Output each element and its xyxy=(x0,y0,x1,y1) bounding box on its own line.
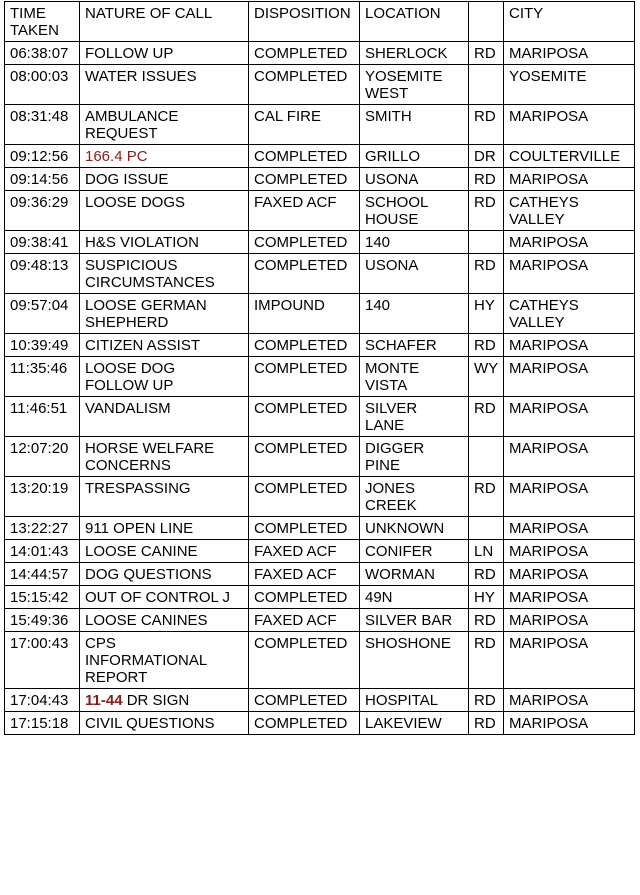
nature-cell: 911 OPEN LINE xyxy=(80,517,249,540)
location-cell: SHOSHONE xyxy=(360,632,469,689)
suffix-cell: RD xyxy=(469,689,504,712)
location-cell: SCHOOL HOUSE xyxy=(360,191,469,231)
disposition-cell: COMPLETED xyxy=(249,712,360,735)
disposition-cell: IMPOUND xyxy=(249,294,360,334)
nature-cell: LOOSE CANINES xyxy=(80,609,249,632)
header-row xyxy=(5,2,635,42)
time-cell: 12:07:20 xyxy=(5,437,80,477)
table-row xyxy=(5,586,635,609)
table-row xyxy=(5,42,635,65)
location-cell: SILVER BAR xyxy=(360,609,469,632)
city-cell: MARIPOSA xyxy=(504,397,635,437)
nature-cell: 166.4 PC xyxy=(80,145,249,168)
location-cell: SHERLOCK xyxy=(360,42,469,65)
table-row xyxy=(5,632,635,689)
city-cell: MARIPOSA xyxy=(504,437,635,477)
nature-cell: CIVIL QUESTIONS xyxy=(80,712,249,735)
time-cell: 17:15:18 xyxy=(5,712,80,735)
suffix-cell: RD xyxy=(469,477,504,517)
disposition-cell: COMPLETED xyxy=(249,477,360,517)
time-cell: 09:38:41 xyxy=(5,231,80,254)
disposition-cell: COMPLETED xyxy=(249,168,360,191)
suffix-cell: DR xyxy=(469,145,504,168)
nature-cell: LOOSE DOGS xyxy=(80,191,249,231)
location-cell: 140 xyxy=(360,231,469,254)
time-cell: 06:38:07 xyxy=(5,42,80,65)
header-disposition: DISPOSITION xyxy=(249,2,360,42)
header-city: CITY xyxy=(504,2,635,42)
city-cell: COULTERVILLE xyxy=(504,145,635,168)
time-cell: 13:20:19 xyxy=(5,477,80,517)
location-cell: UNKNOWN xyxy=(360,517,469,540)
header-location: LOCATION xyxy=(360,2,469,42)
suffix-cell: RD xyxy=(469,632,504,689)
suffix-cell: RD xyxy=(469,254,504,294)
location-cell: HOSPITAL xyxy=(360,689,469,712)
nature-cell: CPS INFORMATIONAL REPORT xyxy=(80,632,249,689)
time-cell: 09:57:04 xyxy=(5,294,80,334)
city-cell: CATHEYS VALLEY xyxy=(504,294,635,334)
location-cell: DIGGER PINE xyxy=(360,437,469,477)
suffix-cell xyxy=(469,231,504,254)
nature-cell: DOG QUESTIONS xyxy=(80,563,249,586)
nature-cell: LOOSE CANINE xyxy=(80,540,249,563)
suffix-cell: HY xyxy=(469,294,504,334)
nature-cell: H&S VIOLATION xyxy=(80,231,249,254)
city-cell: MARIPOSA xyxy=(504,517,635,540)
nature-cell: DOG ISSUE xyxy=(80,168,249,191)
city-cell: MARIPOSA xyxy=(504,689,635,712)
time-cell: 09:48:13 xyxy=(5,254,80,294)
time-cell: 10:39:49 xyxy=(5,334,80,357)
table-row xyxy=(5,609,635,632)
time-cell: 11:46:51 xyxy=(5,397,80,437)
disposition-cell: COMPLETED xyxy=(249,231,360,254)
nature-cell: WATER ISSUES xyxy=(80,65,249,105)
location-cell: GRILLO xyxy=(360,145,469,168)
disposition-cell: COMPLETED xyxy=(249,586,360,609)
disposition-cell: COMPLETED xyxy=(249,517,360,540)
suffix-cell: HY xyxy=(469,586,504,609)
disposition-cell: COMPLETED xyxy=(249,254,360,294)
nature-cell: LOOSE DOG FOLLOW UP xyxy=(80,357,249,397)
table-row xyxy=(5,191,635,231)
location-cell: SMITH xyxy=(360,105,469,145)
time-cell: 11:35:46 xyxy=(5,357,80,397)
location-cell: 49N xyxy=(360,586,469,609)
city-cell: MARIPOSA xyxy=(504,586,635,609)
call-log-table xyxy=(4,1,635,735)
nature-code: 11-44 xyxy=(85,692,123,709)
table-row xyxy=(5,563,635,586)
city-cell: MARIPOSA xyxy=(504,477,635,517)
disposition-cell: COMPLETED xyxy=(249,689,360,712)
location-cell: YOSEMITE WEST xyxy=(360,65,469,105)
disposition-cell: FAXED ACF xyxy=(249,609,360,632)
city-cell: MARIPOSA xyxy=(504,254,635,294)
table-row xyxy=(5,477,635,517)
location-cell: LAKEVIEW xyxy=(360,712,469,735)
location-cell: MONTE VISTA xyxy=(360,357,469,397)
suffix-cell xyxy=(469,65,504,105)
nature-cell: OUT OF CONTROL J xyxy=(80,586,249,609)
disposition-cell: COMPLETED xyxy=(249,437,360,477)
city-cell: MARIPOSA xyxy=(504,563,635,586)
table-row xyxy=(5,105,635,145)
disposition-cell: COMPLETED xyxy=(249,42,360,65)
suffix-cell: RD xyxy=(469,334,504,357)
suffix-cell: RD xyxy=(469,563,504,586)
header-time-taken: TIME TAKEN xyxy=(5,2,80,42)
city-cell: YOSEMITE xyxy=(504,65,635,105)
time-cell: 09:14:56 xyxy=(5,168,80,191)
nature-cell: AMBULANCE REQUEST xyxy=(80,105,249,145)
city-cell: MARIPOSA xyxy=(504,609,635,632)
disposition-cell: FAXED ACF xyxy=(249,540,360,563)
table-row xyxy=(5,334,635,357)
time-cell: 09:12:56 xyxy=(5,145,80,168)
table-row xyxy=(5,517,635,540)
location-cell: USONA xyxy=(360,168,469,191)
table-row xyxy=(5,65,635,105)
header-suffix xyxy=(469,2,504,42)
suffix-cell xyxy=(469,517,504,540)
disposition-cell: CAL FIRE xyxy=(249,105,360,145)
city-cell: MARIPOSA xyxy=(504,42,635,65)
table-row xyxy=(5,168,635,191)
table-row xyxy=(5,712,635,735)
disposition-cell: COMPLETED xyxy=(249,65,360,105)
suffix-cell: RD xyxy=(469,105,504,145)
disposition-cell: COMPLETED xyxy=(249,397,360,437)
suffix-cell: RD xyxy=(469,397,504,437)
location-cell: 140 xyxy=(360,294,469,334)
table-row xyxy=(5,540,635,563)
table-row xyxy=(5,294,635,334)
time-cell: 14:01:43 xyxy=(5,540,80,563)
disposition-cell: FAXED ACF xyxy=(249,563,360,586)
time-cell: 17:00:43 xyxy=(5,632,80,689)
table-row xyxy=(5,689,635,712)
header-nature-of-call: NATURE OF CALL xyxy=(80,2,249,42)
table-row xyxy=(5,437,635,477)
city-cell: MARIPOSA xyxy=(504,540,635,563)
nature-cell: SUSPICIOUS CIRCUMSTANCES xyxy=(80,254,249,294)
table-row xyxy=(5,254,635,294)
nature-text: DR SIGN xyxy=(122,692,190,709)
time-cell: 17:04:43 xyxy=(5,689,80,712)
city-cell: MARIPOSA xyxy=(504,105,635,145)
disposition-cell: FAXED ACF xyxy=(249,191,360,231)
suffix-cell: RD xyxy=(469,712,504,735)
nature-cell: FOLLOW UP xyxy=(80,42,249,65)
time-cell: 08:31:48 xyxy=(5,105,80,145)
city-cell: MARIPOSA xyxy=(504,334,635,357)
suffix-cell: RD xyxy=(469,42,504,65)
time-cell: 13:22:27 xyxy=(5,517,80,540)
table-row xyxy=(5,357,635,397)
nature-cell xyxy=(80,689,249,712)
table-row xyxy=(5,231,635,254)
suffix-cell: RD xyxy=(469,168,504,191)
disposition-cell: COMPLETED xyxy=(249,334,360,357)
time-cell: 14:44:57 xyxy=(5,563,80,586)
location-cell: JONES CREEK xyxy=(360,477,469,517)
table-row xyxy=(5,397,635,437)
time-cell: 15:49:36 xyxy=(5,609,80,632)
suffix-cell: WY xyxy=(469,357,504,397)
disposition-cell: COMPLETED xyxy=(249,632,360,689)
city-cell: CATHEYS VALLEY xyxy=(504,191,635,231)
nature-cell: TRESPASSING xyxy=(80,477,249,517)
suffix-cell: RD xyxy=(469,609,504,632)
disposition-cell: COMPLETED xyxy=(249,357,360,397)
city-cell: MARIPOSA xyxy=(504,632,635,689)
location-cell: WORMAN xyxy=(360,563,469,586)
location-cell: SILVER LANE xyxy=(360,397,469,437)
call-log-body xyxy=(5,42,635,735)
nature-cell: VANDALISM xyxy=(80,397,249,437)
location-cell: CONIFER xyxy=(360,540,469,563)
time-cell: 15:15:42 xyxy=(5,586,80,609)
nature-cell: CITIZEN ASSIST xyxy=(80,334,249,357)
suffix-cell: RD xyxy=(469,191,504,231)
suffix-cell: LN xyxy=(469,540,504,563)
time-cell: 09:36:29 xyxy=(5,191,80,231)
nature-cell: HORSE WELFARE CONCERNS xyxy=(80,437,249,477)
city-cell: MARIPOSA xyxy=(504,357,635,397)
suffix-cell xyxy=(469,437,504,477)
city-cell: MARIPOSA xyxy=(504,168,635,191)
disposition-cell: COMPLETED xyxy=(249,145,360,168)
location-cell: SCHAFER xyxy=(360,334,469,357)
city-cell: MARIPOSA xyxy=(504,712,635,735)
time-cell: 08:00:03 xyxy=(5,65,80,105)
nature-cell: LOOSE GERMAN SHEPHERD xyxy=(80,294,249,334)
location-cell: USONA xyxy=(360,254,469,294)
city-cell: MARIPOSA xyxy=(504,231,635,254)
table-row xyxy=(5,145,635,168)
